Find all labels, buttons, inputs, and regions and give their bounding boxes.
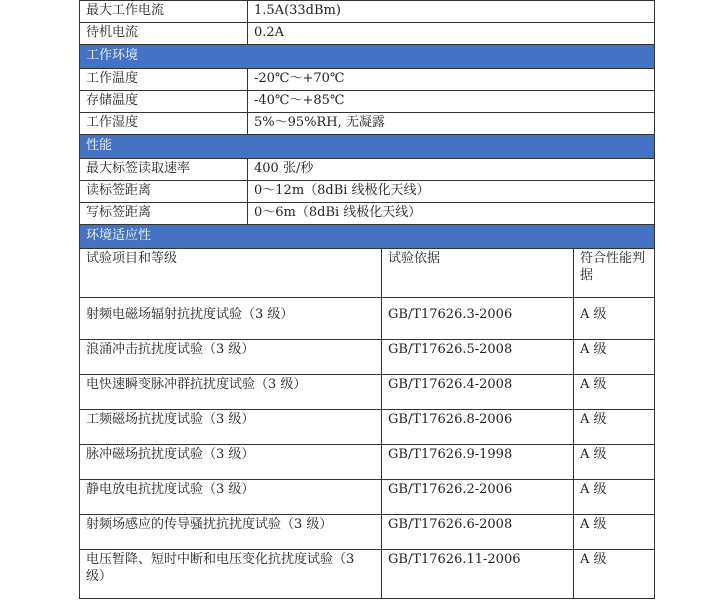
table-row	[80, 515, 655, 550]
test-item: 静电放电抗扰度试验（3 级）	[80, 480, 382, 515]
spec-table	[79, 0, 655, 249]
spec-row	[80, 159, 655, 181]
table-row	[80, 375, 655, 410]
spec-label: 工作湿度	[80, 113, 248, 135]
test-grade: A 级	[574, 340, 655, 375]
spec-value: 0～6m（8dBi 线极化天线）	[248, 203, 655, 225]
test-basis: GB/T17626.4-2008	[382, 375, 574, 410]
section-header-environmental-adaptability	[80, 225, 655, 249]
test-item: 脉冲磁场抗扰度试验（3 级）	[80, 445, 382, 480]
spec-row	[80, 23, 655, 45]
test-item: 射频场感应的传导骚扰抗扰度试验（3 级）	[80, 515, 382, 550]
table-row	[80, 550, 655, 599]
column-header-test-item: 试验项目和等级	[80, 249, 382, 298]
test-item: 浪涌冲击抗扰度试验（3 级）	[80, 340, 382, 375]
spec-label: 工作温度	[80, 69, 248, 91]
spec-label: 写标签距离	[80, 203, 248, 225]
test-basis: GB/T17626.6-2008	[382, 515, 574, 550]
test-basis: GB/T17626.9-1998	[382, 445, 574, 480]
test-basis: GB/T17626.8-2006	[382, 410, 574, 445]
spec-value: 0.2A	[248, 23, 655, 45]
table-row	[80, 410, 655, 445]
test-grade: A 级	[574, 550, 655, 599]
spec-sheet	[79, 0, 654, 599]
section-title: 工作环境	[80, 45, 655, 69]
test-item: 工频磁场抗扰度试验（3 级）	[80, 410, 382, 445]
spec-label: 最大工作电流	[80, 1, 248, 23]
section-title: 环境适应性	[80, 225, 655, 249]
test-grade: A 级	[574, 445, 655, 480]
spec-value: -40℃～+85℃	[248, 91, 655, 113]
spec-row	[80, 91, 655, 113]
emc-test-table	[79, 248, 655, 599]
spec-row	[80, 203, 655, 225]
table-row	[80, 480, 655, 515]
test-grade: A 级	[574, 410, 655, 445]
table-header-row	[80, 249, 655, 298]
table-row	[80, 298, 655, 340]
table-row	[80, 445, 655, 480]
test-basis: GB/T17626.5-2008	[382, 340, 574, 375]
test-item: 电快速瞬变脉冲群抗扰度试验（3 级）	[80, 375, 382, 410]
test-basis: GB/T17626.2-2006	[382, 480, 574, 515]
test-basis: GB/T17626.11-2006	[382, 550, 574, 599]
spec-value: -20℃～+70℃	[248, 69, 655, 91]
spec-label: 读标签距离	[80, 181, 248, 203]
test-item: 电压暂降、短时中断和电压变化抗扰度试验（3 级）	[80, 550, 382, 599]
column-header-basis: 试验依据	[382, 249, 574, 298]
spec-value: 1.5A(33dBm)	[248, 1, 655, 23]
spec-label: 待机电流	[80, 23, 248, 45]
test-grade: A 级	[574, 480, 655, 515]
test-grade: A 级	[574, 298, 655, 340]
section-header-environment	[80, 45, 655, 69]
section-header-performance	[80, 135, 655, 159]
test-basis: GB/T17626.3-2006	[382, 298, 574, 340]
spec-row	[80, 69, 655, 91]
test-grade: A 级	[574, 375, 655, 410]
spec-value: 5%～95%RH, 无凝露	[248, 113, 655, 135]
spec-row	[80, 1, 655, 23]
test-grade: A 级	[574, 515, 655, 550]
spec-value: 400 张/秒	[248, 159, 655, 181]
column-header-criterion: 符合性能判据	[574, 249, 655, 298]
test-item: 射频电磁场辐射抗扰度试验（3 级）	[80, 298, 382, 340]
spec-row	[80, 113, 655, 135]
spec-label: 最大标签读取速率	[80, 159, 248, 181]
table-row	[80, 340, 655, 375]
spec-row	[80, 181, 655, 203]
section-title: 性能	[80, 135, 655, 159]
spec-value: 0～12m（8dBi 线极化天线）	[248, 181, 655, 203]
spec-label: 存储温度	[80, 91, 248, 113]
